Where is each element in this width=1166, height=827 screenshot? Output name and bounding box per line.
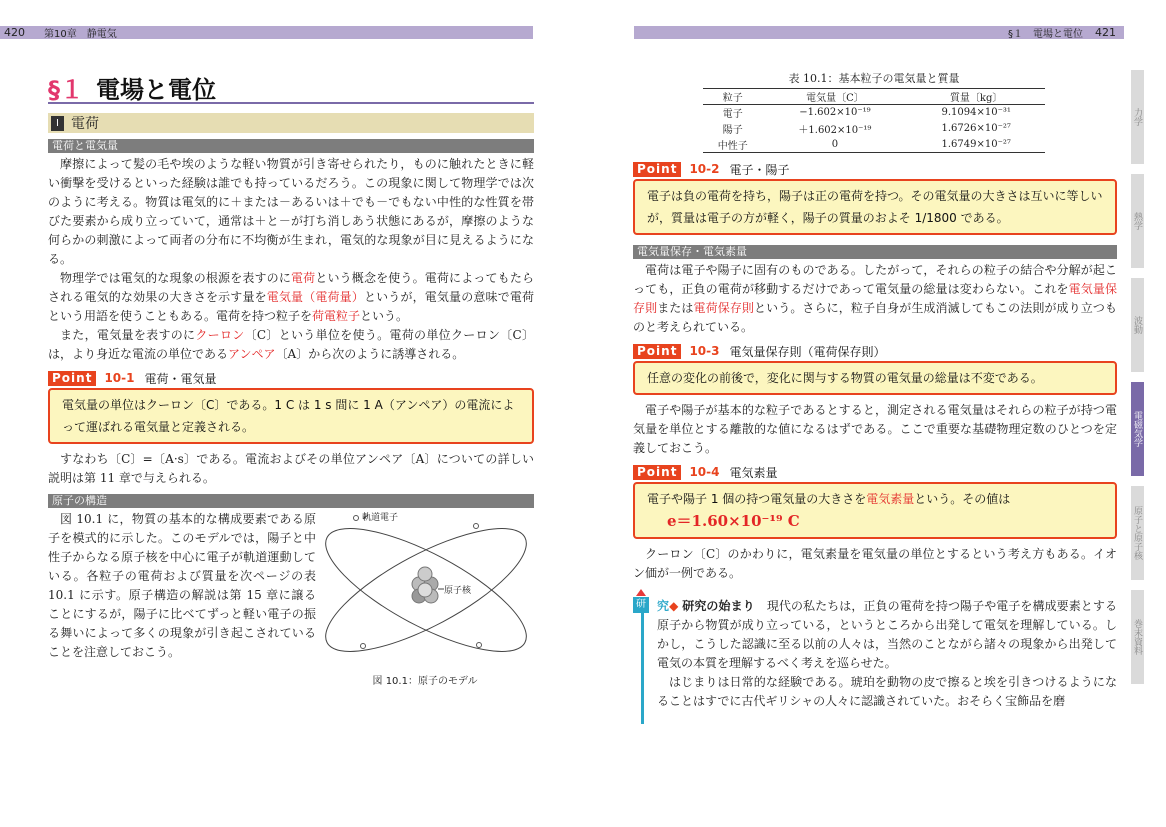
table-cell: ＋1.602×10⁻¹⁹: [798, 125, 872, 136]
point-logo: Point: [633, 162, 681, 177]
paragraph-coulomb: また，電気量を表すのにクーロン〔C〕という単位を使う。電荷の単位クーロン〔C〕は，より身近な電流の単位であるアンペア〔A〕から次のように誘導される。: [48, 328, 534, 361]
left-page: [48, 70, 534, 687]
tab-atomic-physics[interactable]: 原子と原子核: [1131, 486, 1144, 580]
table-cell: 0: [763, 137, 908, 153]
point-logo: Point: [48, 371, 96, 386]
table-row: [703, 121, 1045, 137]
paragraph-unit: すなわち〔C〕=〔A·s〕である。電流およびその単位アンペア〔A〕についての詳しい説明は第 11 章で与えられる。: [48, 452, 534, 485]
table-cell: 1.6749×10⁻²⁷: [907, 137, 1045, 153]
chapter-tabs: [1131, 70, 1166, 694]
table-header: 粒子: [703, 89, 763, 105]
left-page-number: 420: [4, 26, 25, 39]
research-box: [633, 597, 1117, 711]
tab-thermodynamics[interactable]: 熱学: [1131, 174, 1144, 268]
table-row: [703, 137, 1045, 153]
right-section-title: §１ 電場と電位: [1008, 29, 1083, 40]
table-caption: 表 10.1：基本粒子の電気量と質量: [788, 72, 960, 85]
point-box-10-3: [633, 343, 1117, 395]
subsection-heading: 電荷: [71, 116, 99, 132]
atom-model-diagram: [316, 510, 534, 670]
point-body: 電気量の単位はクーロン〔C〕である。1 C は 1 s 間に 1 A（アンペア）の電流によって運ばれる電気量と定義される。: [48, 388, 534, 444]
paragraph-discrete: 電子や陽子が基本的な粒子であるとすると，測定される電気量はそれらの粒子が持つ電気量を単位とする離散的な値になるはずである。ここで重要な基礎物理定数のひとつを定義しておこう。: [633, 403, 1117, 455]
right-page: [633, 70, 1117, 711]
topic-bar-charge: 電荷と電気量: [48, 139, 534, 153]
point-number: 10-4: [689, 465, 720, 479]
section-title: [48, 70, 534, 104]
point-title: 電荷・電気量: [144, 371, 217, 386]
table-row: [703, 105, 1045, 121]
paragraph-atom: 図 10.1 に，物質の基本的な構成要素である原子を模式的に示した。このモデルでは，陽子と中性子からなる原子核を中心に電子が軌道運動している。各粒子の電荷および質量を次ページの表 10.1 に示す。原子構造の解説は第 15 章に譲ることにするが，陽子に比べてずっと軽い電子の振る舞いによって多くの現象が引き起こされていることを注意しておこう。: [48, 512, 316, 659]
point-number: 10-3: [689, 344, 720, 358]
paragraph-conservation: 電荷は電子や陽子に固有のものである。したがって，それらの粒子の結合や分解が起こっても，正負の電荷が移動するだけであって電気量の総量は変わらない。これを電気量保存則または電荷保存則という。さらに，粒子自身が生成消滅してもこの法則が成り立つものと考えられている。: [633, 263, 1117, 334]
point-body: 任意の変化の前後で，変化に関与する物質の電気量の総量は不変である。: [633, 361, 1117, 395]
point-title: 電気素量: [729, 465, 778, 480]
table-cell: 9.1094×10⁻³¹: [941, 107, 1011, 119]
left-running-header: [0, 26, 533, 39]
point-body: 電子や陽子 1 個の持つ電気量の大きさを電気素量という。その値は e＝1.60×10⁻¹⁹ C: [633, 482, 1117, 539]
table-cell: 中性子: [703, 137, 763, 153]
table-cell: 陽子: [722, 125, 743, 136]
nucleus-label: 原子核: [444, 586, 472, 596]
paragraph-charge-concept: 物理学では電気的な現象の根源を表すのに電荷という概念を使う。電荷によってもたらされる電気的な効果の大きさを示す量を電気量（電荷量）というが，電気量の意味で電荷という用語を使うこともある。電荷を持つ粒子を荷電粒子という。: [48, 271, 534, 323]
table-cell: 電子: [722, 109, 743, 121]
left-chapter-title: 第10章 静電気: [44, 29, 117, 40]
atom-figure: [316, 510, 534, 687]
tab-appendix[interactable]: 巻末資料: [1131, 590, 1144, 684]
topic-bar-conservation: 電気量保存・電気素量: [633, 245, 1117, 259]
topic-bar-atom: 原子の構造: [48, 494, 534, 508]
point-logo: Point: [633, 465, 681, 480]
section-number: §１: [48, 76, 84, 104]
figure-caption: 図 10.1：原子のモデル: [372, 676, 478, 687]
point-box-10-4: [633, 464, 1117, 539]
tab-waves[interactable]: 波動: [1131, 278, 1144, 372]
table-cell: 1.6726×10⁻²⁷: [941, 123, 1011, 134]
research-paragraph: 究◆ 研究の始まり 現代の私たちは，正負の電荷を持つ陽子や電子を構成要素とする原子から物質が成り立っている，というところから出発して電気を理解している。しかし，こうした認識に至る以前の人々は，当然のことながら諸々の現象から出発して電気の本質を理解するべく考えを巡らせた。: [657, 599, 1117, 670]
point-box-10-2: [633, 161, 1117, 235]
particle-table: [703, 88, 1045, 153]
table-header: 電気量〔C〕: [763, 89, 908, 105]
tab-electromagnetism[interactable]: 電磁気学: [1131, 382, 1144, 476]
point-number: 10-2: [689, 162, 720, 176]
research-paragraph-2: はじまりは日常的な経験である。琥珀を動物の皮で擦ると埃を引きつけるようになることはすでに古代ギリシャの人々に認識されていた。おそらく宝飾品を磨: [657, 675, 1117, 708]
table-header: 質量〔kg〕: [907, 89, 1045, 105]
paragraph-friction: 摩擦によって髪の毛や埃のような軽い物質が引き寄せられたり，ものに触れたときに軽い衝撃を受けるといった経験は誰でも持っているだろう。この現象に関して物理学では次のように考える。物質は電気的に＋または－あるいは＋でも－でもない中性的な性質を帯びた要素から成り立っていて，通常は＋と－が打ち消しあう状態にあるが，摩擦のような何らかの刺激によって両者の分布に不均衡が生まれ，電気的な現象が目に見えるようになる。: [48, 157, 534, 266]
arrow-icon: [636, 589, 646, 596]
point-logo: Point: [633, 344, 681, 359]
research-badge: 研: [633, 597, 649, 613]
right-running-header: [634, 26, 1124, 39]
point-number: 10-1: [104, 371, 135, 385]
section-heading: 電場と電位: [96, 76, 216, 104]
paragraph-coulomb-unit: クーロン〔C〕のかわりに，電気素量を電気量の単位とするという考え方もある。イオン価が一例である。: [633, 547, 1117, 580]
point-title: 電気量保存則（電荷保存則）: [729, 344, 886, 359]
elementary-charge-formula: e＝1.60×10⁻¹⁹ C: [667, 512, 800, 530]
point-box-10-1: [48, 370, 534, 444]
point-body: 電子は負の電荷を持ち，陽子は正の電荷を持つ。その電気量の大きさは互いに等しいが，質量は電子の方が軽く，陽子の質量のおよそ 1/1800 である。: [633, 179, 1117, 235]
orbit-electron-label: 軌道電子: [362, 513, 399, 523]
point-title: 電子・陽子: [729, 162, 790, 177]
table-cell: −1.602×10⁻¹⁹: [799, 107, 871, 119]
subsection-badge: Ⅰ: [51, 116, 64, 131]
subsection-title: [48, 113, 534, 133]
right-page-number: 421: [1095, 26, 1116, 39]
tab-mechanics[interactable]: 力学: [1131, 70, 1144, 164]
